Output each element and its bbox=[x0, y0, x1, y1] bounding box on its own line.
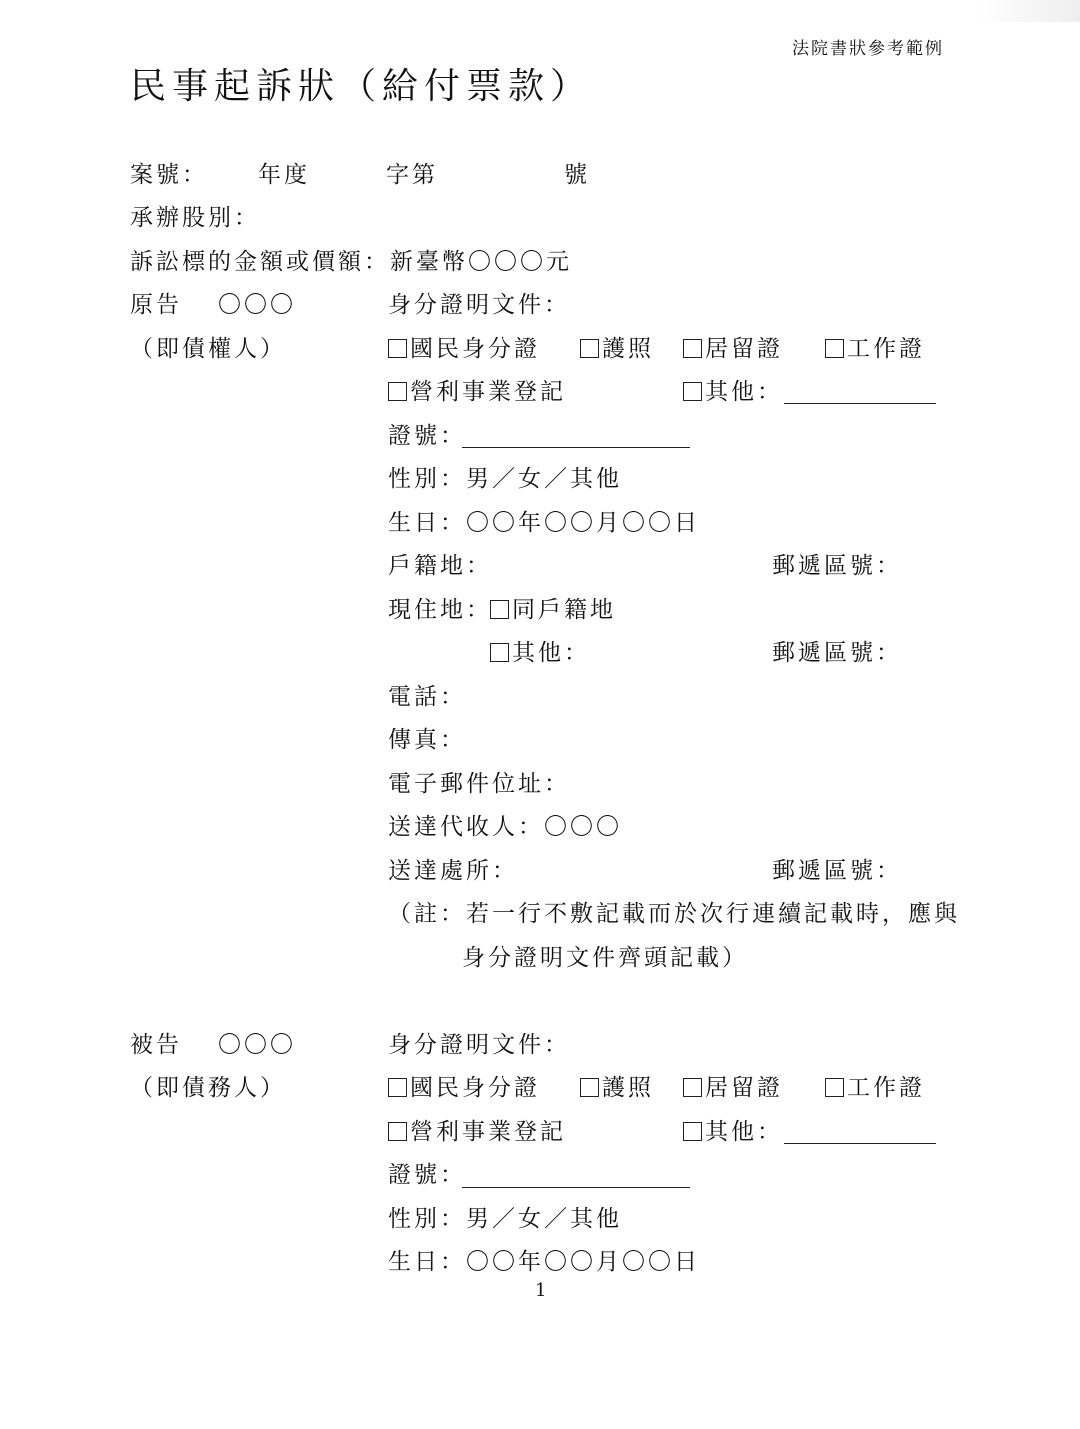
checkbox-icon[interactable] bbox=[825, 339, 844, 358]
checkbox-icon[interactable] bbox=[388, 382, 407, 401]
defendant-birth: 生日：〇〇年〇〇月〇〇日 bbox=[388, 1249, 700, 1275]
plaintiff-fax-label: 傳真： bbox=[388, 727, 466, 753]
document-title: 民事起訴狀（給付票款） bbox=[130, 66, 593, 107]
plaintiff-agent: 送達代收人：〇〇〇 bbox=[388, 814, 622, 840]
plaintiff-gender: 性別：男／女／其他 bbox=[388, 466, 622, 492]
checkbox-icon[interactable] bbox=[825, 1078, 844, 1097]
defendant-opt-residence[interactable]: 居留證 bbox=[683, 1073, 783, 1103]
defendant-opt-business[interactable]: 營利事業登記 bbox=[388, 1117, 566, 1147]
plaintiff-other-blank[interactable] bbox=[784, 403, 936, 404]
defendant-id-no-blank[interactable] bbox=[462, 1187, 690, 1188]
plaintiff-residence-label: 現住地： bbox=[388, 597, 492, 623]
plaintiff-residence-postal: 郵遞區號： bbox=[772, 640, 902, 666]
checkbox-icon[interactable] bbox=[490, 643, 509, 662]
header-reference: 法院書狀參考範例 bbox=[792, 39, 944, 59]
note-line-1: （註：若一行不敷記載而於次行連續記載時，應與 bbox=[388, 901, 960, 927]
plaintiff-service-place: 送達處所： bbox=[388, 858, 518, 884]
plaintiff-opt-passport[interactable]: 護照 bbox=[580, 334, 654, 364]
plaintiff-opt-work[interactable]: 工作證 bbox=[825, 334, 925, 364]
plaintiff-role: 原告 bbox=[130, 292, 182, 318]
defendant-opt-work[interactable]: 工作證 bbox=[825, 1073, 925, 1103]
page-number: 1 bbox=[535, 1280, 547, 1301]
plaintiff-same-household[interactable]: 同戶籍地 bbox=[490, 595, 616, 625]
plaintiff-email-label: 電子郵件位址： bbox=[388, 771, 570, 797]
defendant-opt-passport[interactable]: 護照 bbox=[580, 1073, 654, 1103]
checkbox-icon[interactable] bbox=[388, 1122, 407, 1141]
case-num-label: 號 bbox=[564, 162, 590, 188]
plaintiff-opt-other[interactable]: 其他： bbox=[683, 377, 783, 407]
case-year-label: 年度 bbox=[258, 162, 310, 188]
defendant-alias: （即債務人） bbox=[130, 1075, 286, 1101]
defendant-opt-national-id[interactable]: 國民身分證 bbox=[388, 1073, 540, 1103]
plaintiff-opt-business[interactable]: 營利事業登記 bbox=[388, 377, 566, 407]
plaintiff-opt-national-id[interactable]: 國民身分證 bbox=[388, 334, 540, 364]
checkbox-icon[interactable] bbox=[388, 1078, 407, 1097]
plaintiff-phone-label: 電話： bbox=[388, 684, 466, 710]
case-char-label: 字第 bbox=[386, 162, 438, 188]
defendant-role: 被告 bbox=[130, 1032, 182, 1058]
plaintiff-id-no-label: 證號： bbox=[388, 423, 466, 449]
plaintiff-opt-residence[interactable]: 居留證 bbox=[683, 334, 783, 364]
plaintiff-alias: （即債權人） bbox=[130, 336, 286, 362]
plaintiff-service-postal: 郵遞區號： bbox=[772, 858, 902, 884]
defendant-opt-other[interactable]: 其他： bbox=[683, 1117, 783, 1147]
checkbox-icon[interactable] bbox=[683, 1078, 702, 1097]
plaintiff-id-no-blank[interactable] bbox=[462, 447, 690, 448]
checkbox-icon[interactable] bbox=[580, 1078, 599, 1097]
checkbox-icon[interactable] bbox=[490, 600, 509, 619]
plaintiff-residence-other[interactable]: 其他： bbox=[490, 638, 590, 668]
plaintiff-id-doc-label: 身分證明文件： bbox=[388, 292, 570, 318]
checkbox-icon[interactable] bbox=[683, 382, 702, 401]
checkbox-icon[interactable] bbox=[580, 339, 599, 358]
defendant-other-blank[interactable] bbox=[784, 1143, 936, 1144]
plaintiff-postal-label: 郵遞區號： bbox=[772, 553, 902, 579]
checkbox-icon[interactable] bbox=[388, 339, 407, 358]
checkbox-icon[interactable] bbox=[683, 339, 702, 358]
note-line-2: 身分證明文件齊頭記載） bbox=[462, 945, 748, 971]
checkbox-icon[interactable] bbox=[683, 1122, 702, 1141]
defendant-gender: 性別：男／女／其他 bbox=[388, 1206, 622, 1232]
page-corner-shade bbox=[980, 0, 1080, 22]
defendant-name: 〇〇〇 bbox=[218, 1032, 296, 1058]
plaintiff-name: 〇〇〇 bbox=[218, 292, 296, 318]
claim-amount-line: 訴訟標的金額或價額：新臺幣〇〇〇元 bbox=[130, 249, 572, 275]
plaintiff-birth: 生日：〇〇年〇〇月〇〇日 bbox=[388, 510, 700, 536]
defendant-id-doc-label: 身分證明文件： bbox=[388, 1032, 570, 1058]
plaintiff-household-label: 戶籍地： bbox=[388, 553, 492, 579]
division-label: 承辦股別： bbox=[130, 205, 260, 231]
case-number-label: 案號： bbox=[130, 162, 208, 188]
defendant-id-no-label: 證號： bbox=[388, 1162, 466, 1188]
